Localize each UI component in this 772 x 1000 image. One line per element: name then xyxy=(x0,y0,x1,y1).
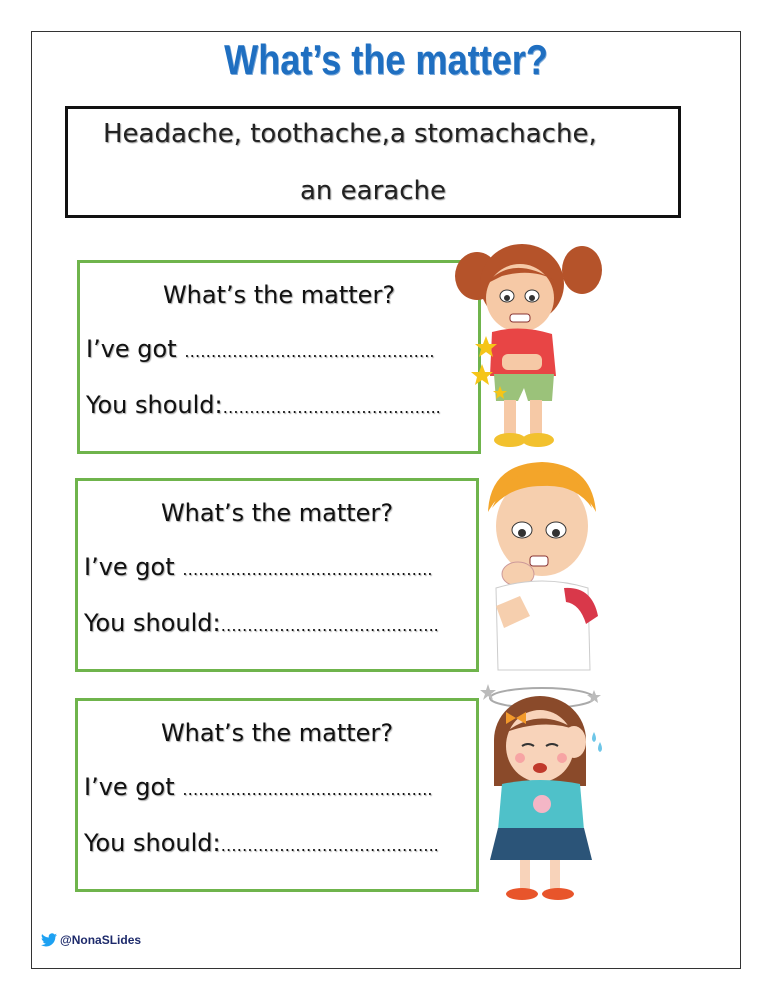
answer-blank[interactable]: ………………………………….. xyxy=(220,836,439,855)
answer-blank[interactable]: ……………………………………….. xyxy=(182,780,433,799)
girl-stomachache-icon xyxy=(452,236,602,456)
ive-got-label: I’ve got xyxy=(84,553,175,581)
exercise-card-3 xyxy=(75,698,479,892)
footer-handle[interactable]: @NonaSLides xyxy=(60,933,142,947)
ive-got-line xyxy=(84,773,432,801)
ive-got-label: I’ve got xyxy=(86,335,177,363)
ive-got-label: I’ve got xyxy=(84,773,175,801)
you-should-label: You should: xyxy=(84,829,221,857)
card-question: What’s the matter? xyxy=(162,281,396,309)
answer-blank[interactable]: ………………………………….. xyxy=(222,398,441,417)
girl-headache-icon xyxy=(476,680,608,906)
answer-blank[interactable]: ……………………………………….. xyxy=(184,342,435,361)
card-question: What’s the matter? xyxy=(160,719,394,747)
ive-got-line xyxy=(84,553,432,581)
exercise-card-2 xyxy=(75,478,479,672)
vocabulary-line-1: Headache, toothache,a stomachache, xyxy=(103,119,597,149)
vocabulary-line-2: an earache xyxy=(300,176,446,206)
you-should-line xyxy=(86,391,441,419)
footer-credit xyxy=(41,933,141,947)
exercise-card-1 xyxy=(77,260,481,454)
answer-blank[interactable]: ………………………………….. xyxy=(220,616,439,635)
page-title: What’s the matter? xyxy=(224,36,548,83)
you-should-line xyxy=(84,609,439,637)
ive-got-line xyxy=(86,335,434,363)
answer-blank[interactable]: ……………………………………….. xyxy=(182,560,433,579)
card-question: What’s the matter? xyxy=(160,499,394,527)
you-should-line xyxy=(84,829,439,857)
boy-toothache-icon xyxy=(480,456,606,672)
vocabulary-box xyxy=(65,106,681,218)
you-should-label: You should: xyxy=(84,609,221,637)
you-should-label: You should: xyxy=(86,391,223,419)
twitter-bird-icon xyxy=(41,933,57,947)
